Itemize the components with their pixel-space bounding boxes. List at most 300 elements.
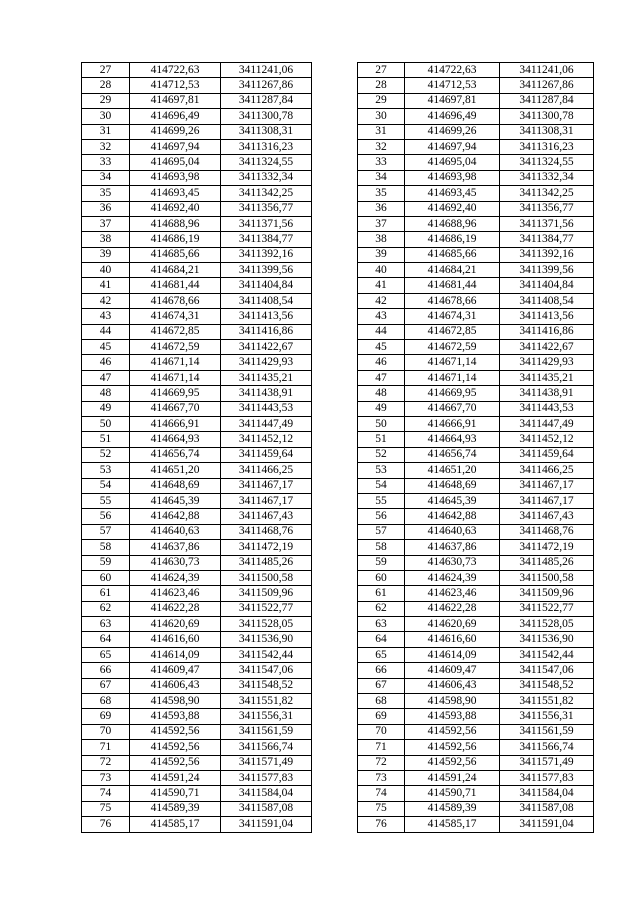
point-number-cell: 73 xyxy=(82,770,130,785)
table-gap-cell xyxy=(312,678,358,693)
y-coordinate-cell: 3411500,58 xyxy=(221,570,312,585)
x-coordinate-cell: 414669,95 xyxy=(130,386,221,401)
y-coordinate-cell: 3411591,04 xyxy=(221,817,312,832)
y-coordinate-cell: 3411435,21 xyxy=(221,370,312,385)
x-coordinate-cell: 414589,39 xyxy=(130,801,221,816)
x-coordinate-cell: 414622,28 xyxy=(405,601,500,616)
table-gap-cell xyxy=(312,139,358,154)
x-coordinate-cell: 414685,66 xyxy=(130,247,221,262)
table-row xyxy=(82,663,594,678)
x-coordinate-cell: 414695,04 xyxy=(405,155,500,170)
x-coordinate-cell: 414609,47 xyxy=(130,663,221,678)
x-coordinate-cell: 414712,53 xyxy=(405,78,500,93)
y-coordinate-cell: 3411300,78 xyxy=(221,109,312,124)
y-coordinate-cell: 3411447,49 xyxy=(221,416,312,431)
table-gap-cell xyxy=(312,540,358,555)
table-row xyxy=(82,340,594,355)
y-coordinate-cell: 3411466,25 xyxy=(500,463,594,478)
y-coordinate-cell: 3411556,31 xyxy=(221,709,312,724)
x-coordinate-cell: 414712,53 xyxy=(130,78,221,93)
table-row xyxy=(82,355,594,370)
table-row xyxy=(82,586,594,601)
point-number-cell: 63 xyxy=(82,617,130,632)
table-row xyxy=(82,416,594,431)
x-coordinate-cell: 414606,43 xyxy=(405,678,500,693)
x-coordinate-cell: 414592,56 xyxy=(405,755,500,770)
x-coordinate-cell: 414592,56 xyxy=(130,740,221,755)
x-coordinate-cell: 414671,14 xyxy=(130,355,221,370)
y-coordinate-cell: 3411399,56 xyxy=(500,263,594,278)
x-coordinate-cell: 414589,39 xyxy=(405,801,500,816)
point-number-cell: 72 xyxy=(358,755,405,770)
y-coordinate-cell: 3411591,04 xyxy=(500,817,594,832)
table-row xyxy=(82,186,594,201)
table-gap-cell xyxy=(312,124,358,139)
table-row xyxy=(82,324,594,339)
point-number-cell: 61 xyxy=(82,586,130,601)
point-number-cell: 30 xyxy=(358,109,405,124)
point-number-cell: 53 xyxy=(82,463,130,478)
x-coordinate-cell: 414616,60 xyxy=(405,632,500,647)
point-number-cell: 59 xyxy=(358,555,405,570)
y-coordinate-cell: 3411577,83 xyxy=(221,770,312,785)
point-number-cell: 65 xyxy=(358,647,405,662)
point-number-cell: 35 xyxy=(82,186,130,201)
table-gap-cell xyxy=(312,186,358,201)
x-coordinate-cell: 414642,88 xyxy=(405,509,500,524)
y-coordinate-cell: 3411308,31 xyxy=(500,124,594,139)
table-gap-cell xyxy=(312,201,358,216)
x-coordinate-cell: 414693,45 xyxy=(130,186,221,201)
y-coordinate-cell: 3411468,76 xyxy=(221,524,312,539)
point-number-cell: 38 xyxy=(358,232,405,247)
x-coordinate-cell: 414630,73 xyxy=(130,555,221,570)
table-gap-cell xyxy=(312,401,358,416)
table-gap-cell xyxy=(312,370,358,385)
table-row xyxy=(82,155,594,170)
table-row xyxy=(82,93,594,108)
x-coordinate-cell: 414671,14 xyxy=(405,355,500,370)
y-coordinate-cell: 3411342,25 xyxy=(500,186,594,201)
x-coordinate-cell: 414678,66 xyxy=(405,293,500,308)
x-coordinate-cell: 414591,24 xyxy=(130,770,221,785)
point-number-cell: 42 xyxy=(358,293,405,308)
point-number-cell: 31 xyxy=(82,124,130,139)
y-coordinate-cell: 3411324,55 xyxy=(221,155,312,170)
y-coordinate-cell: 3411467,17 xyxy=(500,478,594,493)
y-coordinate-cell: 3411422,67 xyxy=(500,340,594,355)
y-coordinate-cell: 3411332,34 xyxy=(221,170,312,185)
y-coordinate-cell: 3411443,53 xyxy=(500,401,594,416)
point-number-cell: 76 xyxy=(358,817,405,832)
point-number-cell: 40 xyxy=(82,263,130,278)
y-coordinate-cell: 3411371,56 xyxy=(221,216,312,231)
y-coordinate-cell: 3411522,77 xyxy=(500,601,594,616)
table-gap-cell xyxy=(312,309,358,324)
table-row xyxy=(82,293,594,308)
point-number-cell: 48 xyxy=(82,386,130,401)
point-number-cell: 60 xyxy=(82,570,130,585)
table-gap-cell xyxy=(312,817,358,832)
point-number-cell: 65 xyxy=(82,647,130,662)
table-gap-cell xyxy=(312,786,358,801)
table-row xyxy=(82,263,594,278)
point-number-cell: 51 xyxy=(82,432,130,447)
table-gap-cell xyxy=(312,293,358,308)
x-coordinate-cell: 414623,46 xyxy=(130,586,221,601)
point-number-cell: 42 xyxy=(82,293,130,308)
table-gap-cell xyxy=(312,109,358,124)
x-coordinate-cell: 414686,19 xyxy=(130,232,221,247)
x-coordinate-cell: 414593,88 xyxy=(130,709,221,724)
y-coordinate-cell: 3411542,44 xyxy=(500,647,594,662)
point-number-cell: 64 xyxy=(358,632,405,647)
y-coordinate-cell: 3411384,77 xyxy=(500,232,594,247)
table-gap-cell xyxy=(312,632,358,647)
x-coordinate-cell: 414688,96 xyxy=(130,216,221,231)
point-number-cell: 49 xyxy=(82,401,130,416)
y-coordinate-cell: 3411404,84 xyxy=(500,278,594,293)
point-number-cell: 43 xyxy=(82,309,130,324)
point-number-cell: 37 xyxy=(358,216,405,231)
y-coordinate-cell: 3411342,25 xyxy=(221,186,312,201)
x-coordinate-cell: 414640,63 xyxy=(130,524,221,539)
table-gap-cell xyxy=(312,770,358,785)
x-coordinate-cell: 414681,44 xyxy=(130,278,221,293)
table-row xyxy=(82,170,594,185)
x-coordinate-cell: 414722,63 xyxy=(130,63,221,78)
point-number-cell: 68 xyxy=(358,694,405,709)
point-number-cell: 46 xyxy=(82,355,130,370)
point-number-cell: 63 xyxy=(358,617,405,632)
point-number-cell: 75 xyxy=(358,801,405,816)
point-number-cell: 54 xyxy=(358,478,405,493)
x-coordinate-cell: 414648,69 xyxy=(405,478,500,493)
y-coordinate-cell: 3411241,06 xyxy=(500,63,594,78)
x-coordinate-cell: 414696,49 xyxy=(130,109,221,124)
point-number-cell: 52 xyxy=(82,447,130,462)
table-gap-cell xyxy=(312,694,358,709)
table-row xyxy=(82,278,594,293)
table-row xyxy=(82,632,594,647)
y-coordinate-cell: 3411548,52 xyxy=(221,678,312,693)
y-coordinate-cell: 3411485,26 xyxy=(500,555,594,570)
point-number-cell: 66 xyxy=(82,663,130,678)
point-number-cell: 58 xyxy=(358,540,405,555)
table-gap-cell xyxy=(312,509,358,524)
table-gap-cell xyxy=(312,340,358,355)
y-coordinate-cell: 3411435,21 xyxy=(500,370,594,385)
point-number-cell: 72 xyxy=(82,755,130,770)
table-gap-cell xyxy=(312,63,358,78)
y-coordinate-cell: 3411459,64 xyxy=(221,447,312,462)
point-number-cell: 28 xyxy=(82,78,130,93)
y-coordinate-cell: 3411399,56 xyxy=(221,263,312,278)
x-coordinate-cell: 414656,74 xyxy=(405,447,500,462)
table-gap-cell xyxy=(312,324,358,339)
table-row xyxy=(82,817,594,832)
coordinate-table xyxy=(81,62,594,833)
point-number-cell: 32 xyxy=(358,139,405,154)
point-number-cell: 35 xyxy=(358,186,405,201)
y-coordinate-cell: 3411467,43 xyxy=(500,509,594,524)
table-gap-cell xyxy=(312,216,358,231)
table-gap-cell xyxy=(312,78,358,93)
point-number-cell: 47 xyxy=(358,370,405,385)
x-coordinate-cell: 414585,17 xyxy=(405,817,500,832)
y-coordinate-cell: 3411485,26 xyxy=(221,555,312,570)
table-row xyxy=(82,755,594,770)
y-coordinate-cell: 3411561,59 xyxy=(221,724,312,739)
table-gap-cell xyxy=(312,555,358,570)
table-gap-cell xyxy=(312,617,358,632)
y-coordinate-cell: 3411547,06 xyxy=(221,663,312,678)
table-gap-cell xyxy=(312,416,358,431)
y-coordinate-cell: 3411542,44 xyxy=(221,647,312,662)
x-coordinate-cell: 414640,63 xyxy=(405,524,500,539)
y-coordinate-cell: 3411447,49 xyxy=(500,416,594,431)
x-coordinate-cell: 414664,93 xyxy=(405,432,500,447)
x-coordinate-cell: 414685,66 xyxy=(405,247,500,262)
table-gap-cell xyxy=(312,724,358,739)
x-coordinate-cell: 414630,73 xyxy=(405,555,500,570)
table-row xyxy=(82,109,594,124)
x-coordinate-cell: 414593,88 xyxy=(405,709,500,724)
table-gap-cell xyxy=(312,232,358,247)
x-coordinate-cell: 414620,69 xyxy=(405,617,500,632)
table-gap-cell xyxy=(312,278,358,293)
table-row xyxy=(82,786,594,801)
point-number-cell: 38 xyxy=(82,232,130,247)
table-row xyxy=(82,647,594,662)
table-gap-cell xyxy=(312,524,358,539)
table-row xyxy=(82,678,594,693)
point-number-cell: 37 xyxy=(82,216,130,231)
table-row xyxy=(82,463,594,478)
point-number-cell: 57 xyxy=(358,524,405,539)
y-coordinate-cell: 3411324,55 xyxy=(500,155,594,170)
point-number-cell: 54 xyxy=(82,478,130,493)
point-number-cell: 36 xyxy=(358,201,405,216)
point-number-cell: 64 xyxy=(82,632,130,647)
y-coordinate-cell: 3411466,25 xyxy=(221,463,312,478)
y-coordinate-cell: 3411561,59 xyxy=(500,724,594,739)
x-coordinate-cell: 414671,14 xyxy=(405,370,500,385)
point-number-cell: 44 xyxy=(82,324,130,339)
x-coordinate-cell: 414697,81 xyxy=(130,93,221,108)
x-coordinate-cell: 414585,17 xyxy=(130,817,221,832)
x-coordinate-cell: 414664,93 xyxy=(130,432,221,447)
x-coordinate-cell: 414598,90 xyxy=(130,694,221,709)
y-coordinate-cell: 3411429,93 xyxy=(221,355,312,370)
point-number-cell: 75 xyxy=(82,801,130,816)
y-coordinate-cell: 3411413,56 xyxy=(221,309,312,324)
y-coordinate-cell: 3411438,91 xyxy=(221,386,312,401)
table-gap-cell xyxy=(312,170,358,185)
y-coordinate-cell: 3411528,05 xyxy=(500,617,594,632)
point-number-cell: 73 xyxy=(358,770,405,785)
point-number-cell: 34 xyxy=(358,170,405,185)
point-number-cell: 33 xyxy=(82,155,130,170)
point-number-cell: 49 xyxy=(358,401,405,416)
table-row xyxy=(82,139,594,154)
table-row xyxy=(82,63,594,78)
point-number-cell: 29 xyxy=(358,93,405,108)
y-coordinate-cell: 3411371,56 xyxy=(500,216,594,231)
point-number-cell: 43 xyxy=(358,309,405,324)
point-number-cell: 33 xyxy=(358,155,405,170)
point-number-cell: 45 xyxy=(82,340,130,355)
x-coordinate-cell: 414620,69 xyxy=(130,617,221,632)
x-coordinate-cell: 414686,19 xyxy=(405,232,500,247)
table-gap-cell xyxy=(312,478,358,493)
table-gap-cell xyxy=(312,801,358,816)
point-number-cell: 27 xyxy=(358,63,405,78)
x-coordinate-cell: 414669,95 xyxy=(405,386,500,401)
x-coordinate-cell: 414645,39 xyxy=(405,493,500,508)
x-coordinate-cell: 414590,71 xyxy=(130,786,221,801)
x-coordinate-cell: 414693,98 xyxy=(130,170,221,185)
x-coordinate-cell: 414598,90 xyxy=(405,694,500,709)
x-coordinate-cell: 414614,09 xyxy=(405,647,500,662)
point-number-cell: 61 xyxy=(358,586,405,601)
x-coordinate-cell: 414637,86 xyxy=(130,540,221,555)
x-coordinate-cell: 414623,46 xyxy=(405,586,500,601)
y-coordinate-cell: 3411384,77 xyxy=(221,232,312,247)
x-coordinate-cell: 414624,39 xyxy=(130,570,221,585)
point-number-cell: 58 xyxy=(82,540,130,555)
x-coordinate-cell: 414645,39 xyxy=(130,493,221,508)
table-row xyxy=(82,524,594,539)
point-number-cell: 41 xyxy=(82,278,130,293)
table-gap-cell xyxy=(312,601,358,616)
y-coordinate-cell: 3411528,05 xyxy=(221,617,312,632)
point-number-cell: 32 xyxy=(82,139,130,154)
x-coordinate-cell: 414692,40 xyxy=(405,201,500,216)
y-coordinate-cell: 3411392,16 xyxy=(500,247,594,262)
y-coordinate-cell: 3411422,67 xyxy=(221,340,312,355)
point-number-cell: 36 xyxy=(82,201,130,216)
table-gap-cell xyxy=(312,709,358,724)
point-number-cell: 67 xyxy=(358,678,405,693)
table-row xyxy=(82,770,594,785)
table-row xyxy=(82,540,594,555)
table-row xyxy=(82,216,594,231)
y-coordinate-cell: 3411408,54 xyxy=(500,293,594,308)
y-coordinate-cell: 3411509,96 xyxy=(221,586,312,601)
y-coordinate-cell: 3411468,76 xyxy=(500,524,594,539)
table-row xyxy=(82,601,594,616)
table-row xyxy=(82,309,594,324)
y-coordinate-cell: 3411584,04 xyxy=(221,786,312,801)
table-row xyxy=(82,386,594,401)
x-coordinate-cell: 414697,81 xyxy=(405,93,500,108)
y-coordinate-cell: 3411459,64 xyxy=(500,447,594,462)
y-coordinate-cell: 3411308,31 xyxy=(221,124,312,139)
point-number-cell: 27 xyxy=(82,63,130,78)
point-number-cell: 46 xyxy=(358,355,405,370)
table-gap-cell xyxy=(312,447,358,462)
y-coordinate-cell: 3411300,78 xyxy=(500,109,594,124)
y-coordinate-cell: 3411467,17 xyxy=(221,478,312,493)
y-coordinate-cell: 3411536,90 xyxy=(500,632,594,647)
point-number-cell: 28 xyxy=(358,78,405,93)
point-number-cell: 53 xyxy=(358,463,405,478)
y-coordinate-cell: 3411472,19 xyxy=(500,540,594,555)
x-coordinate-cell: 414590,71 xyxy=(405,786,500,801)
table-row xyxy=(82,401,594,416)
point-number-cell: 50 xyxy=(82,416,130,431)
x-coordinate-cell: 414616,60 xyxy=(130,632,221,647)
table-row xyxy=(82,509,594,524)
y-coordinate-cell: 3411587,08 xyxy=(500,801,594,816)
x-coordinate-cell: 414592,56 xyxy=(130,724,221,739)
x-coordinate-cell: 414674,31 xyxy=(405,309,500,324)
y-coordinate-cell: 3411404,84 xyxy=(221,278,312,293)
table-row xyxy=(82,555,594,570)
x-coordinate-cell: 414684,21 xyxy=(130,263,221,278)
x-coordinate-cell: 414666,91 xyxy=(405,416,500,431)
y-coordinate-cell: 3411356,77 xyxy=(500,201,594,216)
table-gap-cell xyxy=(312,93,358,108)
point-number-cell: 31 xyxy=(358,124,405,139)
y-coordinate-cell: 3411316,23 xyxy=(500,139,594,154)
table-row xyxy=(82,78,594,93)
y-coordinate-cell: 3411287,84 xyxy=(500,93,594,108)
table-gap-cell xyxy=(312,586,358,601)
x-coordinate-cell: 414672,85 xyxy=(130,324,221,339)
point-number-cell: 56 xyxy=(358,509,405,524)
point-number-cell: 52 xyxy=(358,447,405,462)
x-coordinate-cell: 414667,70 xyxy=(405,401,500,416)
y-coordinate-cell: 3411571,49 xyxy=(221,755,312,770)
table-row xyxy=(82,232,594,247)
x-coordinate-cell: 414591,24 xyxy=(405,770,500,785)
point-number-cell: 48 xyxy=(358,386,405,401)
table-gap-cell xyxy=(312,663,358,678)
x-coordinate-cell: 414666,91 xyxy=(130,416,221,431)
y-coordinate-cell: 3411551,82 xyxy=(500,694,594,709)
x-coordinate-cell: 414637,86 xyxy=(405,540,500,555)
x-coordinate-cell: 414592,56 xyxy=(405,724,500,739)
x-coordinate-cell: 414651,20 xyxy=(130,463,221,478)
table-gap-cell xyxy=(312,570,358,585)
y-coordinate-cell: 3411408,54 xyxy=(221,293,312,308)
table-row xyxy=(82,493,594,508)
x-coordinate-cell: 414696,49 xyxy=(405,109,500,124)
table-row xyxy=(82,740,594,755)
table-gap-cell xyxy=(312,432,358,447)
y-coordinate-cell: 3411584,04 xyxy=(500,786,594,801)
table-gap-cell xyxy=(312,355,358,370)
y-coordinate-cell: 3411416,86 xyxy=(221,324,312,339)
table-body xyxy=(82,63,594,833)
point-number-cell: 34 xyxy=(82,170,130,185)
x-coordinate-cell: 414674,31 xyxy=(130,309,221,324)
table-row xyxy=(82,617,594,632)
point-number-cell: 67 xyxy=(82,678,130,693)
table-row xyxy=(82,694,594,709)
y-coordinate-cell: 3411452,12 xyxy=(221,432,312,447)
x-coordinate-cell: 414681,44 xyxy=(405,278,500,293)
y-coordinate-cell: 3411547,06 xyxy=(500,663,594,678)
x-coordinate-cell: 414606,43 xyxy=(130,678,221,693)
y-coordinate-cell: 3411416,86 xyxy=(500,324,594,339)
x-coordinate-cell: 414693,45 xyxy=(405,186,500,201)
point-number-cell: 40 xyxy=(358,263,405,278)
y-coordinate-cell: 3411566,74 xyxy=(500,740,594,755)
table-row xyxy=(82,724,594,739)
